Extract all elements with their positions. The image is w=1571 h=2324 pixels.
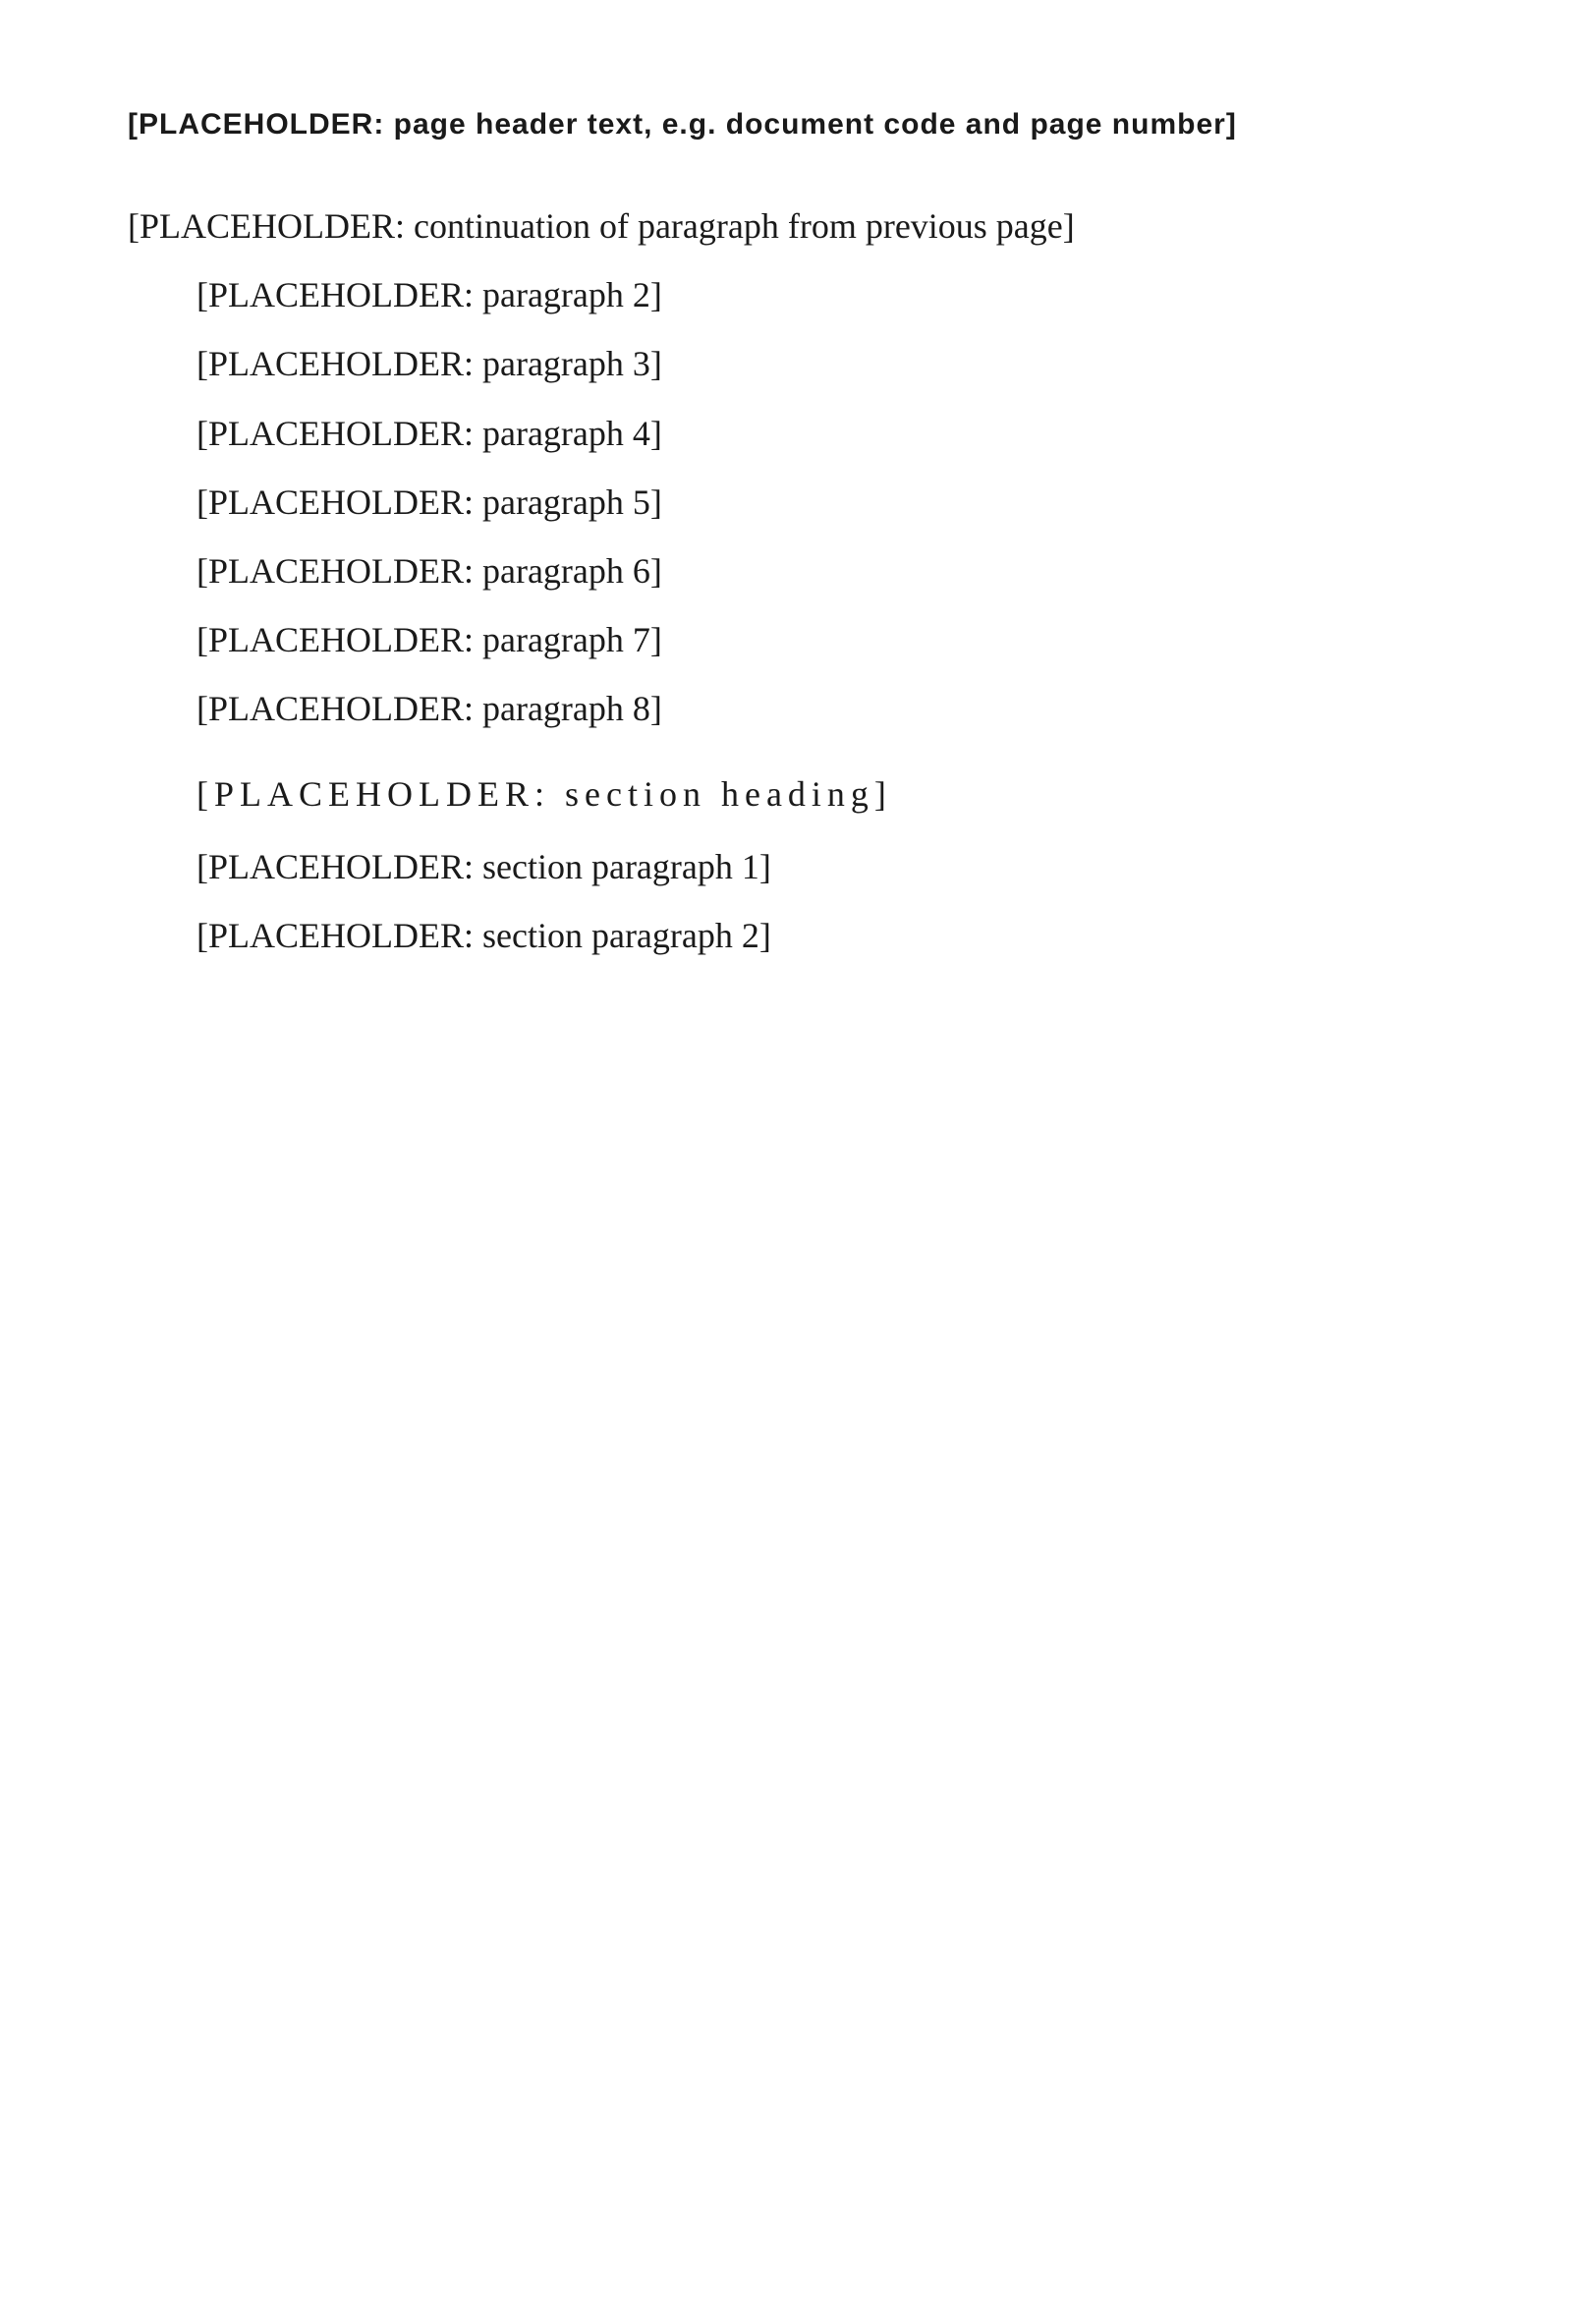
- paragraph: [PLACEHOLDER: paragraph 2]: [196, 275, 662, 315]
- paragraph: [PLACEHOLDER: section paragraph 1]: [196, 846, 771, 886]
- paragraph: [PLACEHOLDER: paragraph 3]: [196, 344, 662, 384]
- page-header: [PLACEHOLDER: page header text, e.g. document code and page number]: [128, 108, 1237, 141]
- paragraph: [PLACEHOLDER: continuation of paragraph from previous page]: [128, 206, 1075, 246]
- paragraph: [PLACEHOLDER: paragraph 5]: [196, 482, 662, 522]
- paragraph: [PLACEHOLDER: paragraph 8]: [196, 689, 662, 729]
- paragraph: [PLACEHOLDER: paragraph 6]: [196, 550, 662, 591]
- paragraph: [PLACEHOLDER: paragraph 7]: [196, 620, 662, 660]
- paragraph: [PLACEHOLDER: paragraph 4]: [196, 413, 662, 453]
- section-heading: [PLACEHOLDER: section heading]: [196, 773, 892, 814]
- paragraph: [PLACEHOLDER: section paragraph 2]: [196, 915, 771, 955]
- document-body: [128, 200, 1443, 961]
